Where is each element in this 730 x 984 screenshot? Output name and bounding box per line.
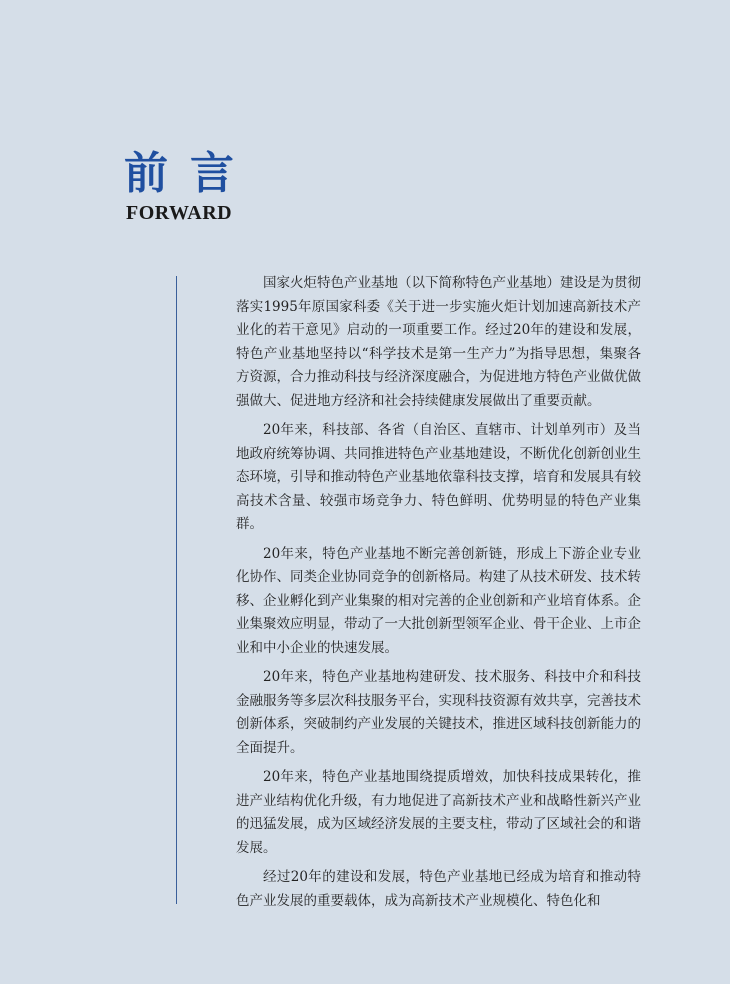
paragraph: 经过20年的建设和发展，特色产业基地已经成为培育和推动特色产业发展的重要载体，成为高新技术产业规模化、特色化和 <box>236 869 641 909</box>
body-text <box>236 272 641 919</box>
page-subtitle: FORWARD <box>126 202 233 224</box>
vertical-rule <box>176 276 177 904</box>
paragraph: 20年来，特色产业基地围绕提质增效，加快科技成果转化，推进产业结构优化升级，有力地促进了高新技术产业和战略性新兴产业的迅猛发展，成为区域经济发展的主要支柱，带动了区域社会的和谐发展。 <box>236 769 641 856</box>
paragraph: 20年来，科技部、各省（自治区、直辖市、计划单列市）及当地政府统筹协调、共同推进特色产业基地建设，不断优化创新创业生态环境，引导和推动特色产业基地依靠科技支撑，培育和发展具有较高技术含量、较强市场竞争力、特色鲜明、优势明显的特色产业集群。 <box>236 422 641 532</box>
paragraph: 20年来，特色产业基地不断完善创新链，形成上下游企业专业化协作、同类企业协同竞争的创新格局。构建了从技术研发、技术转移、企业孵化到产业集聚的相对完善的企业创新和产业培育体系。企业集聚效应明显，带动了一大批创新型领军企业、骨干企业、上市企业和中小企业的快速发展。 <box>236 545 641 656</box>
page-title: 前言 <box>124 148 256 199</box>
paragraph: 20年来，特色产业基地构建研发、技术服务、科技中介和科技金融服务等多层次科技服务平台，实现科技资源有效共享，完善技术创新体系，突破制约产业发展的关键技术，推进区域科技创新能力的全面提升。 <box>236 669 641 756</box>
paragraph: 国家火炬特色产业基地（以下简称特色产业基地）建设是为贯彻落实1995年原国家科委《关于进一步实施火炬计划加速高新技术产业化的若干意见》启动的一项重要工作。经过20年的建设和发展，特色产业基地坚持以“科学技术是第一生产力”为指导思想，集聚各方资源，合力推动科技与经济深度融合，为促进地方特色产业做优做强做大、促进地方经济和社会持续健康发展做出了重要贡献。 <box>236 275 641 409</box>
